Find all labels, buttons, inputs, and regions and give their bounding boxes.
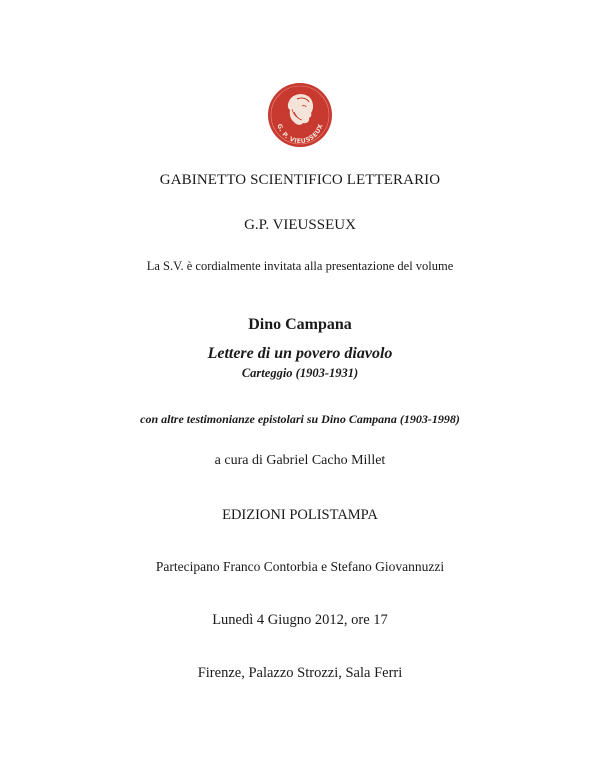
organization-subtitle: G.P. VIEUSSEUX xyxy=(244,217,356,233)
invitation-text: La S.V. è cordialmente invitata alla presentazione del volume xyxy=(146,259,454,273)
organization-name: GABINETTO SCIENTIFICO LETTERARIO xyxy=(159,172,441,188)
book-author: Dino Campana xyxy=(248,316,352,333)
svg-text:G. P. VIEUSSEUX: G. P. VIEUSSEUX xyxy=(275,123,325,146)
book-title: Lettere di un povero diavolo xyxy=(207,345,393,362)
vieusseux-seal-icon xyxy=(267,82,333,148)
event-participants: Partecipano Franco Contorbia e Stefano Giovannuzzi xyxy=(155,559,445,574)
event-date: Lunedì 4 Giugno 2012, ore 17 xyxy=(212,612,388,628)
book-curator: a cura di Gabriel Cacho Millet xyxy=(214,453,386,468)
event-venue: Firenze, Palazzo Strozzi, Sala Ferri xyxy=(197,665,403,681)
book-subtitle: Carteggio (1903-1931) xyxy=(241,366,359,380)
book-testimonies: con altre testimonianze epistolari su Dino Campana (1903-1998) xyxy=(140,412,460,426)
book-publisher: EDIZIONI POLISTAMPA xyxy=(222,507,378,523)
